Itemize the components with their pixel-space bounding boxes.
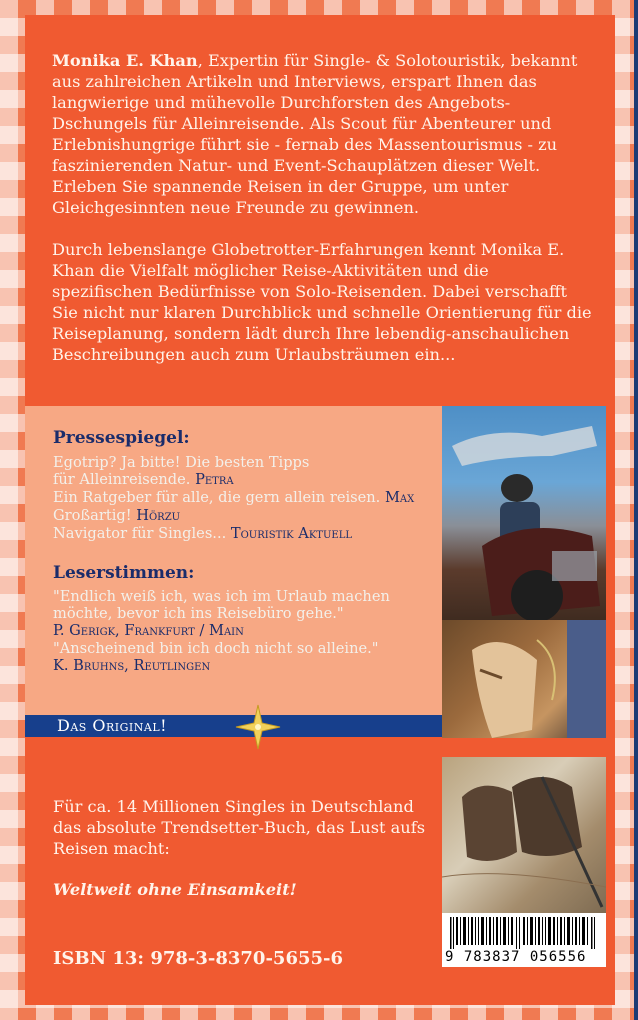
original-label: Das Original! [57,716,168,735]
motorcycle-photo [442,406,606,624]
target-audience-text: Für ca. 14 Millionen Singles in Deutschland das absolute Trendsetter-Buch, das Lust aufs Reisen macht: [53,797,426,858]
intro-paragraph-2: Durch lebenslange Globetrotter-Erfahrungen kennt Monika E. Khan die Vielfalt möglicher Reise-Aktivitäten und die spezifischen Bedürfnisse von Solo-Reisenden. Dabei verschafft Sie nicht nur klaren Durchblick und schnelle Orientierung für die Reiseplanung, sondern lädt durch Ihre lebendig-anschaulichen Beschreibungen auch zum Urlaubsträumen ein... [52,240,592,364]
readers-heading: Leserstimmen: [53,563,195,583]
author-name: Monika E. Khan [52,51,198,70]
press-heading: Pressespiegel: [53,428,190,448]
bottom-blurb [53,796,433,900]
horse-photo [442,620,606,738]
intro-paragraph-1 [52,50,592,218]
press-item-source: Max [384,489,415,506]
press-item [53,454,323,488]
barcode-digits: 9 783837 056556 [445,949,587,965]
author-intro [52,50,592,386]
press-item-text: Navigator für Singles... [53,525,227,542]
press-item-text: Großartig! [53,507,132,524]
compass-star-icon [234,703,282,751]
press-item-source: Petra [195,471,234,488]
isbn-label: ISBN 13: 978-3-8370-5655-6 [53,948,344,969]
hiking-boots-photo [442,757,606,913]
press-item [53,525,438,542]
readers-list [53,588,423,674]
press-list [53,454,438,542]
press-item [53,489,438,506]
reader-quote: "Endlich weiß ich, was ich im Urlaub machen möchte, bevor ich ins Reisebüro gehe." [53,588,390,622]
press-item-source: Hörzu [136,507,181,524]
barcode [442,913,606,967]
reader-name: K. Bruhns, Reutlingen [53,657,211,674]
barcode-bars [450,917,598,949]
reader-name: P. Gerigk, Frankfurt / Main [53,622,244,639]
press-item-source: Touristik Aktuell [230,525,352,542]
reader-quote: "Anscheinend bin ich doch nicht so alleine." [53,640,379,657]
intro-paragraph-1-text: , Expertin für Single- & Solotouristik, bekannt aus zahlreichen Artikeln und Interviews, erspart Ihnen das langwierige und mühevolle Durchforsten des Angebots-Dschungels für Alleinreisende. Als Scout für Abenteurer und Erlebnishungrige führt sie - fernab des Massentourismus - zu faszinierenden Natur- und Event-Schauplätzen dieser Welt. Erleben Sie spannende Reisen in der Gruppe, um unter Gleichgesinnten neue Freunde zu gewinnen. [52,51,578,217]
slogan: Weltweit ohne Einsamkeit! [53,880,297,899]
press-item-text: Egotrip? Ja bitte! Die besten Tipps für Alleinreisende. [53,454,310,488]
press-item [53,507,438,524]
press-item-text: Ein Ratgeber für alle, die gern allein reisen. [53,489,381,506]
press-box [25,406,442,716]
spine-edge [634,0,638,1020]
